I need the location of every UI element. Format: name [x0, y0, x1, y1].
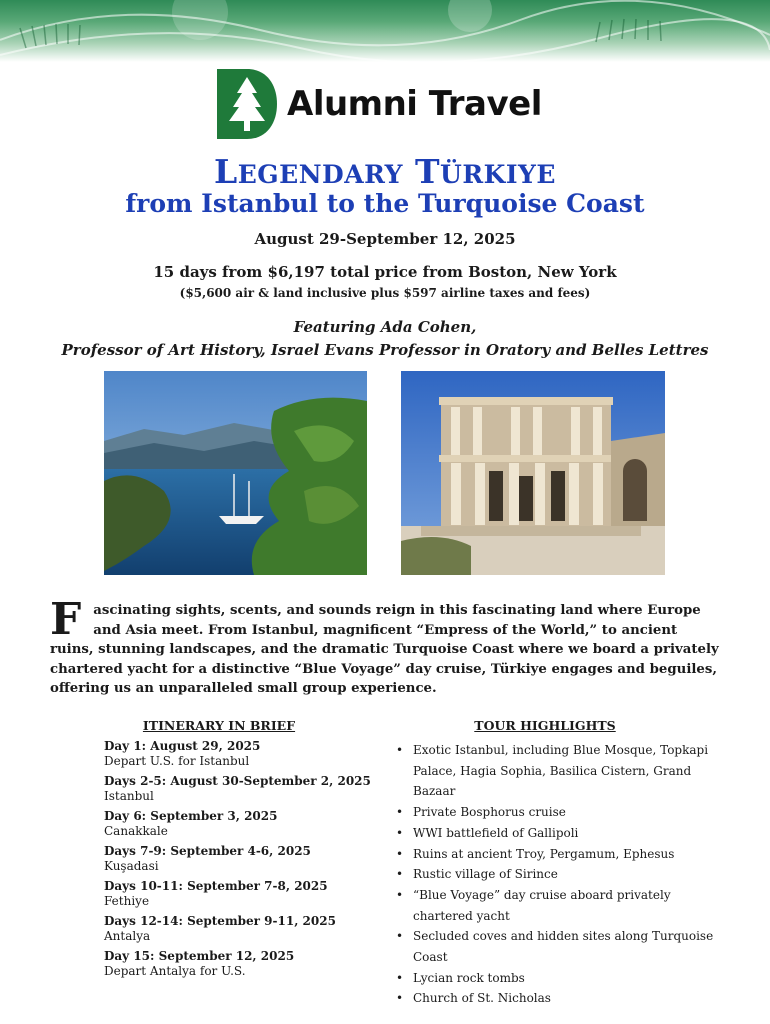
day-place: Kuşadasi [104, 859, 159, 873]
title-word2-rest: ÜRKIYE [440, 160, 556, 189]
trip-price: 15 days from $6,197 total price from Boston, New York [153, 263, 617, 281]
intro-paragraph [50, 594, 722, 699]
banner-pattern-graphic [0, 0, 770, 62]
day-place: Canakkale [104, 824, 168, 838]
day-place: Fethiye [104, 894, 150, 908]
day-title: Days 2-5: August 30-September 2, 2025 [104, 774, 371, 788]
intro-dropcap: F [50, 594, 82, 645]
title-word1-rest: EGENDARY [237, 160, 403, 189]
featuring-line-2: Professor of Art History, Israel Evans Professor in Oratory and Belles Lettres [61, 341, 709, 359]
intro-text: ascinating sights, scents, and sounds reign in this fascinating land where Europe and Asia meet. From Istanbul, magnificent “Empress of the World,” to ancient ruins, stunning landscapes, and the dramatic Turquoise Coast where we board a privately chartered yacht for a distinctive “Blue Voyage” day cruise, Türkiye engages and beguiles, offering us an unparalleled small group experience. [50, 603, 719, 696]
itinerary-day [104, 809, 384, 839]
day-title: Days 10-11: September 7-8, 2025 [104, 879, 328, 893]
trip-dates: August 29-September 12, 2025 [254, 230, 516, 248]
dartmouth-pine-logo-icon [217, 69, 277, 139]
highlight-item: • Church of St. Nicholas [396, 988, 726, 1009]
highlight-item: • Ruins at ancient Troy, Pergamum, Ephesus [396, 844, 726, 865]
itinerary-list [104, 739, 384, 984]
itinerary-day [104, 844, 384, 874]
library-of-celsus-photo [401, 371, 665, 575]
itinerary-heading: ITINERARY IN BRIEF [142, 718, 296, 733]
title-word1-initial: L [214, 152, 238, 191]
itinerary-day [104, 774, 384, 804]
highlight-item: • “Blue Voyage” day cruise aboard privately chartered yacht [396, 885, 726, 926]
day-place: Depart U.S. for Istanbul [104, 754, 250, 768]
day-place: Antalya [104, 929, 151, 943]
title-word2-initial: T [414, 152, 441, 191]
decorative-banner [0, 0, 770, 62]
itinerary-day [104, 739, 384, 769]
itinerary-day [104, 879, 384, 909]
highlight-item: • Private Bosphorus cruise [396, 802, 726, 823]
highlights-list [396, 740, 726, 1009]
highlight-item: • WWI battlefield of Gallipoli [396, 823, 726, 844]
day-place: Istanbul [104, 789, 154, 803]
day-place: Depart Antalya for U.S. [104, 964, 246, 978]
page-subtitle: from Istanbul to the Turquoise Coast [125, 189, 645, 218]
page-title [0, 152, 770, 191]
highlights-heading: TOUR HIGHLIGHTS [474, 718, 616, 733]
itinerary-day [104, 914, 384, 944]
day-title: Days 12-14: September 9-11, 2025 [104, 914, 336, 928]
highlight-item: • Exotic Istanbul, including Blue Mosque, Topkapi Palace, Hagia Sophia, Basilica Cistern, Grand Bazaar [396, 740, 726, 802]
day-title: Day 15: September 12, 2025 [104, 949, 295, 963]
day-title: Days 7-9: September 4-6, 2025 [104, 844, 311, 858]
highlight-item: • Lycian rock tombs [396, 968, 726, 989]
day-title: Day 6: September 3, 2025 [104, 809, 278, 823]
featuring-line-1: Featuring Ada Cohen, [293, 318, 477, 336]
alumni-travel-logo [217, 68, 542, 140]
featuring-host [0, 316, 770, 362]
itinerary-day [104, 949, 384, 979]
day-title: Day 1: August 29, 2025 [104, 739, 261, 753]
price-note: ($5,600 air & land inclusive plus $597 airline taxes and fees) [179, 286, 591, 300]
logo-wordmark: Alumni Travel [287, 84, 542, 124]
coast-yacht-photo [104, 371, 367, 575]
highlight-item: • Rustic village of Sirince [396, 864, 726, 885]
highlight-item: • Secluded coves and hidden sites along Turquoise Coast [396, 926, 726, 967]
